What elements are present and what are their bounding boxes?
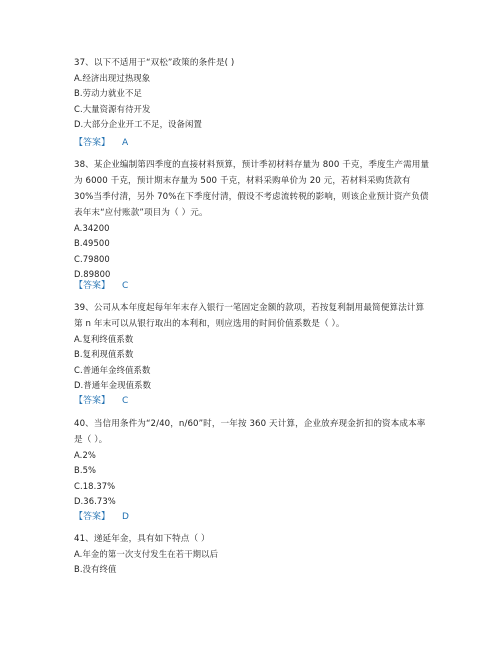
option-a: A.2% <box>74 450 96 460</box>
option-b: B.劳动力就业不足 <box>74 88 142 99</box>
answer-value: D <box>122 512 129 522</box>
question-stem: 37、以下不适用于“双松”政策的条件是( ) <box>74 58 235 68</box>
option-b: B.复利现值系数 <box>74 349 134 360</box>
option-d: D.36.73% <box>74 496 116 507</box>
question-39 <box>74 300 430 394</box>
answer-37 <box>74 137 128 149</box>
question-38 <box>74 157 430 283</box>
option-b: B.49500 <box>74 238 110 249</box>
option-d: D.普通年金现值系数 <box>74 380 152 391</box>
option-b: B.5% <box>74 465 97 476</box>
option-d: D.89800 <box>74 269 111 280</box>
question-stem: 40、当信用条件为“2/40，n/60”时，一年按 360 天计算，企业放弃现金折扣的资本成本率是（ ）。 <box>74 419 426 445</box>
answer-label: 【答案】 <box>74 512 111 522</box>
answer-40 <box>74 511 129 523</box>
option-b: B.没有终值 <box>74 564 117 575</box>
question-40 <box>74 416 430 510</box>
question-37 <box>74 55 430 133</box>
option-c: C.18.37% <box>74 480 116 491</box>
option-a: A.复利终值系数 <box>74 334 134 344</box>
option-a: A.经济出现过热现象 <box>74 73 151 83</box>
answer-value: C <box>122 281 129 291</box>
option-a: A.年金的第一次支付发生在若干期以后 <box>74 549 219 559</box>
question-stem: 38、某企业编制第四季度的直接材料预算，预计季初材料存量为 800 千克，季度生产需用量为 6000 千克，预计期末存量为 500 千克，材料采购单价为 20 元，若材料采购货款有 30%当季付清，另外 70%在下季度付清，假设不考虑流转税的影响，则该企业预计资产负债表年末“应付账款”项目为（ ）元。 <box>74 160 430 218</box>
question-41 <box>74 531 430 578</box>
option-d: D.大部分企业开工不足，设备闲置 <box>74 119 202 130</box>
option-c: C.大量资源有待开发 <box>74 103 151 114</box>
answer-38 <box>74 280 128 292</box>
question-stem: 41、递延年金，具有如下特点（ ） <box>74 534 210 544</box>
answer-label: 【答案】 <box>74 281 111 291</box>
answer-value: A <box>122 138 129 148</box>
answer-value: C <box>122 396 129 406</box>
option-c: C.79800 <box>74 253 110 264</box>
option-c: C.普通年金终值系数 <box>74 364 151 375</box>
answer-label: 【答案】 <box>74 396 111 406</box>
answer-39 <box>74 395 128 407</box>
option-a: A.34200 <box>74 223 110 233</box>
question-stem: 39、公司从本年度起每年年末存入银行一笔固定金额的款项，若按复利制用最简便算法计算第 n 年末可以从银行取出的本利和，则应选用的时间价值系数是（ ）。 <box>74 303 425 329</box>
answer-label: 【答案】 <box>74 138 111 148</box>
